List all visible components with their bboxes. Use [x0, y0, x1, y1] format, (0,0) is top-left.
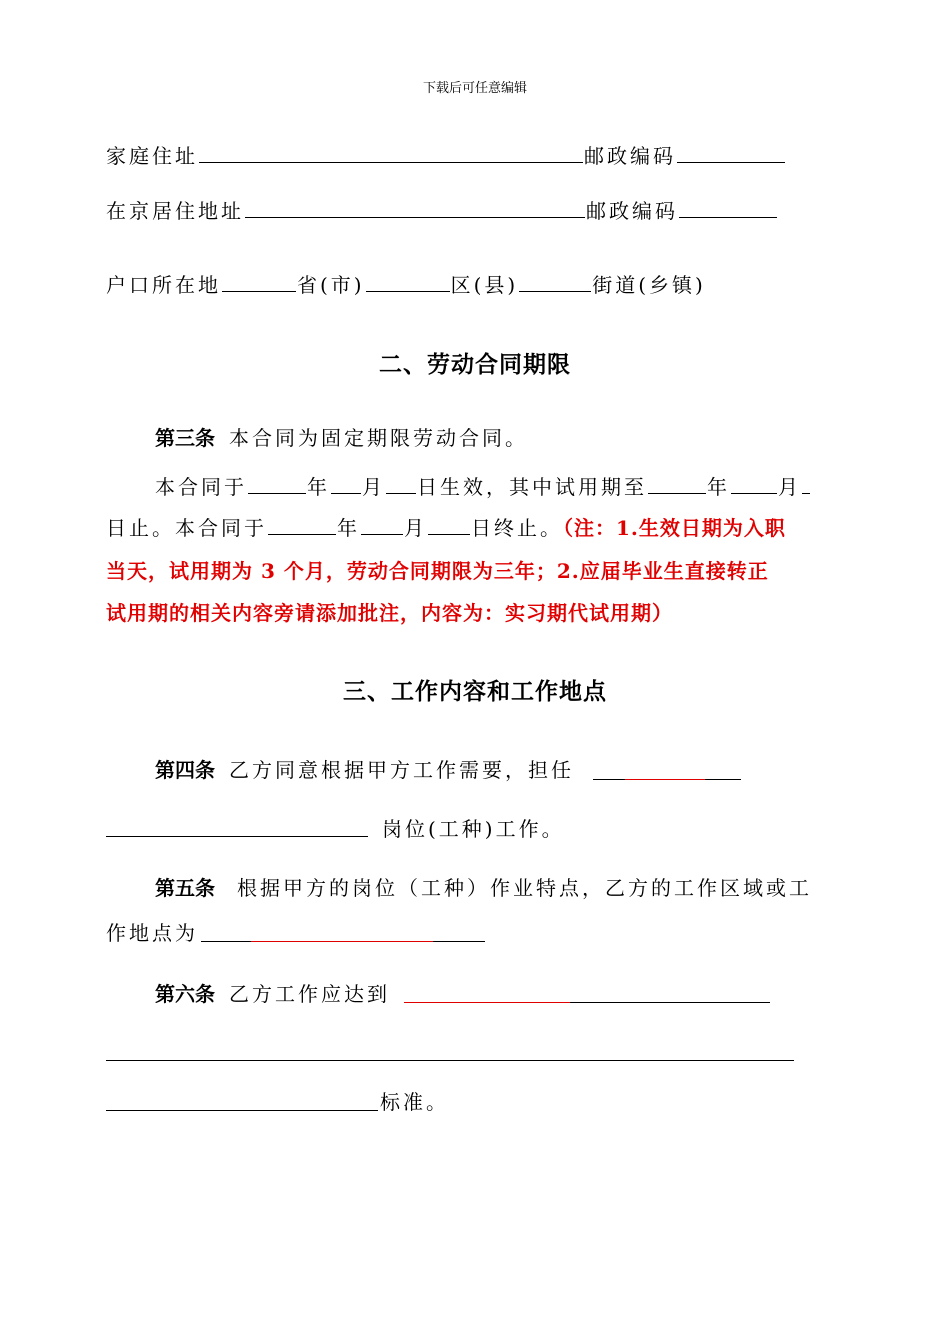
- standard-blank-red[interactable]: [404, 1002, 570, 1003]
- home-address-label: 家庭住址: [106, 144, 198, 168]
- article-5-label: 第五条: [155, 876, 215, 900]
- day-effective-text: 日生效，其中试用期至: [417, 475, 647, 499]
- term-start-text: 本合同于: [155, 475, 247, 499]
- start-day-blank[interactable]: [386, 473, 416, 494]
- section-3-heading: 三、工作内容和工作地点: [343, 679, 607, 705]
- standard-blank-line-2[interactable]: [106, 1060, 794, 1061]
- standard-blank-right[interactable]: [570, 1002, 770, 1003]
- article-5-text: 根据甲方的岗位（工种）作业特点，乙方的工作区域或工: [237, 876, 812, 900]
- hukou-label: 户口所在地: [106, 273, 221, 297]
- article-4: [155, 758, 574, 782]
- article-6-text: 乙方工作应达到: [229, 982, 390, 1006]
- month-label: 月: [362, 475, 385, 499]
- postal-code-label-2: 邮政编码: [586, 199, 678, 223]
- note-line-1: （注：1.生效日期为入职: [563, 516, 786, 540]
- start-month-blank[interactable]: [331, 473, 361, 494]
- work-location-blank-left[interactable]: [201, 941, 251, 942]
- probation-day-blank[interactable]: [802, 473, 810, 494]
- article-6-label: 第六条: [155, 982, 215, 1006]
- postal-code-blank[interactable]: [677, 142, 785, 163]
- probation-month-blank[interactable]: [731, 473, 777, 494]
- term-line-1: [155, 473, 811, 499]
- street-blank[interactable]: [519, 271, 591, 292]
- section-2-heading: 二、劳动合同期限: [379, 352, 571, 378]
- beijing-address-blank[interactable]: [245, 197, 585, 218]
- postal-code-label: 邮政编码: [584, 144, 676, 168]
- article-3-text: 本合同为固定期限劳动合同。: [229, 426, 528, 450]
- article-3: [155, 426, 528, 450]
- province-label: 省(市): [297, 273, 365, 297]
- note-line-3: 试用期的相关内容旁请添加批注，内容为：实习期代试用期）: [106, 601, 673, 625]
- year-label: 年: [307, 475, 330, 499]
- month-label-3: 月: [404, 516, 427, 540]
- article-5: [155, 876, 812, 900]
- day-end-text: 日止。本合同于: [106, 516, 267, 540]
- district-label: 区(县): [450, 273, 519, 297]
- article-4-label: 第四条: [155, 758, 215, 782]
- note-line-2: 当天，试用期为 3 个月，劳动合同期限为三年；2.应届毕业生直接转正: [106, 559, 769, 583]
- end-year-blank[interactable]: [268, 514, 336, 535]
- home-address-blank[interactable]: [199, 142, 583, 163]
- beijing-address-line: [106, 197, 778, 223]
- beijing-address-label: 在京居住地址: [106, 199, 244, 223]
- year-label-2: 年: [707, 475, 730, 499]
- year-label-3: 年: [337, 516, 360, 540]
- article-5-line-2: 作地点为: [106, 921, 198, 945]
- province-blank[interactable]: [222, 271, 296, 292]
- day-terminate-text: 日终止。: [471, 516, 563, 540]
- home-address-line: [106, 142, 786, 168]
- start-year-blank[interactable]: [248, 473, 306, 494]
- article-6-tail: 标准。: [380, 1090, 449, 1114]
- position-blank-red[interactable]: [625, 779, 705, 780]
- postal-code-blank-2[interactable]: [679, 197, 777, 218]
- page-header: 下载后可任意编辑: [422, 81, 527, 96]
- month-label-2: 月: [778, 475, 801, 499]
- article-3-label: 第三条: [155, 426, 215, 450]
- district-blank[interactable]: [366, 271, 450, 292]
- end-month-blank[interactable]: [361, 514, 403, 535]
- work-location-blank-red[interactable]: [251, 941, 433, 942]
- article-4-tail: 岗位(工种)工作。: [382, 817, 565, 841]
- article-6: [155, 982, 390, 1006]
- article-4-text: 乙方同意根据甲方工作需要，担任: [229, 758, 574, 782]
- end-day-blank[interactable]: [428, 514, 470, 535]
- street-label: 街道(乡镇): [592, 273, 706, 297]
- position-blank-left[interactable]: [593, 779, 625, 780]
- hukou-line: [106, 271, 706, 297]
- probation-year-blank[interactable]: [648, 473, 706, 494]
- position-blank-line-2[interactable]: [106, 836, 368, 837]
- position-blank-right[interactable]: [705, 779, 741, 780]
- term-line-2: [106, 514, 786, 540]
- standard-blank-line-3[interactable]: [106, 1110, 378, 1111]
- work-location-blank-right[interactable]: [433, 941, 485, 942]
